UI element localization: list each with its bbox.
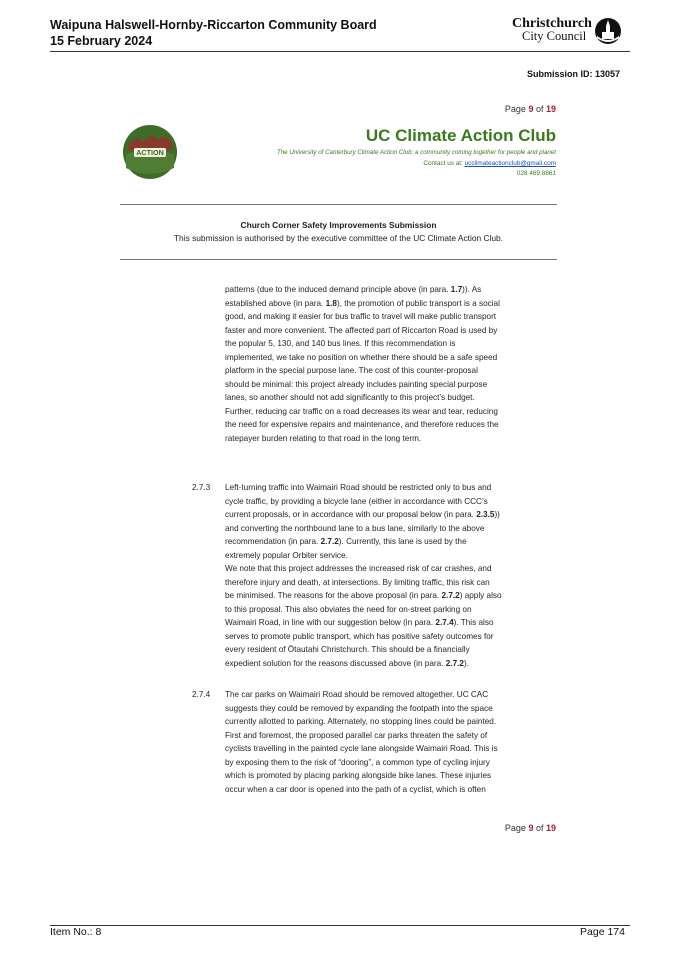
para-reference: 1.8 [325,298,337,308]
text-line: Waimairi Road, in line with our suggestion below (in para. 2.7.4). This also [225,618,494,627]
contact-prefix: Contact us at: [423,160,465,167]
text-line: every resident of Ōtautahi Christchurch. This should be a financially [225,645,470,654]
text-line: good, and making it easier for bus traffic to travel will make public transport [225,312,497,321]
council-logo-line2: City Council [522,29,587,43]
item-number: Item No.: 8 [50,926,102,938]
text-line: recommendation (in para. 2.7.2). Currently, this lane is used by the [225,537,467,546]
text-line: cycle traffic, by providing a bicycle lane (either in accordance with CCC’s [225,496,488,506]
text-line: be minimised. The reasons for the above proposal (in para. 2.7.2) apply also [225,591,502,600]
club-logo-text: ACTION [136,148,164,158]
text-line: We note that this project addresses the increased risk of car crashes, and [225,564,492,573]
club-name: UC Climate Action Club [365,126,556,145]
para-reference: 2.7.2 [320,537,339,546]
text-line: patterns (due to the induced demand principle above (in para. 1.7)). As [225,285,482,294]
meeting-date: 15 February 2024 [50,34,153,48]
para-reference: 2.7.4 [435,618,454,627]
section-number: 2.7.3 [192,483,211,492]
text-line: therefore injury and death, at intersections. By limiting traffic, this risk can [225,577,490,587]
document-title: Church Corner Safety Improvements Submission [240,220,437,230]
text-line: expedient solution for the reasons discussed above (in para. 2.7.2). [225,658,469,668]
club-tagline: The University of Canterbury Climate Action Club: a community coming together for people and planet [276,149,556,156]
page-current: 9 [528,823,534,833]
text-line: the popular 5, 130, and 140 bus lines. If this recommendation is [225,339,456,348]
page-indicator-top [436,104,556,114]
text-line: the need for expensive repairs and maintenance, and therefore reduces the [225,420,499,429]
para-reference: 1.7 [450,285,463,294]
text-line: and converting the northbound lane to a bus lane, similarly to the above [225,523,485,533]
page-total: 19 [545,823,556,833]
page-indicator-bottom [436,823,556,833]
council-logo [512,16,622,48]
club-contact [300,160,556,167]
text-line: which is promoted by placing parking alongside bike lanes. These injuries [225,771,492,780]
page-of: of [533,104,546,114]
page-of: of [533,823,546,833]
page-prefix: Page [504,104,529,114]
page-current: 9 [528,104,534,114]
text-line: extremely popular Orbiter service. [225,550,348,560]
text-line: The car parks on Waimairi Road should be removed altogether. UC CAC [225,690,489,699]
text-line: currently allotted to parking. Alternately, no stopping lines could be painted. [225,717,497,726]
text-line: to this proposal. This also obviates the need for on-street parking on [225,604,472,614]
page-total: 19 [545,104,556,114]
continued-paragraph [225,283,500,445]
text-line: ratepayer burden relating to that road in the long term. [225,433,422,443]
section-2-7-4 [225,688,498,796]
council-logo-line1: Christchurch [512,16,592,31]
text-line: faster and more convenient. The affected part of Riccarton Road is used by [225,325,498,335]
page-prefix: Page [504,823,529,833]
text-line: serves to promote public transport, which has positive safety outcomes for [225,631,494,641]
text-line: suggests they could be removed by expanding the footpath into the space [225,703,493,713]
para-reference: 2.3.5 [476,510,495,519]
text-line: occur when a car door is opened into the path of a cyclist, which is often [225,784,486,794]
text-line: Further, reducing car traffic on a road decreases its wear and tear, reducing [225,406,498,416]
text-line: First and foremost, the proposed parallel car parks threaten the safety of [225,730,488,740]
section-2-7-3 [225,481,502,670]
text-line: established above (in para. 1.8), the promotion of public transport is a social [225,298,500,308]
text-line: implemented, we take no position on whether there should be a safe speed [225,352,498,362]
text-line: current proposals, or in accordance with our proposal below (in para. 2.3.5)) [225,510,500,519]
title-divider-top [120,204,557,205]
club-email-link[interactable]: ucclimateactionclub@gmail.com [464,160,556,167]
submission-id: Submission ID: 13057 [526,69,620,79]
section-number: 2.7.4 [192,690,211,699]
para-reference: 2.7.2 [445,658,464,668]
title-divider-bottom [120,259,557,260]
header-divider [50,51,630,52]
cathedral-icon [594,17,622,45]
text-line: by exposing them to the risk of “dooring”, a common type of cycling injury [225,757,490,767]
text-line: Left-turning traffic into Waimairi Road should be restricted only to bus and [225,483,492,492]
text-line: lanes, so another should not add significantly to this project’s budget. [225,393,475,402]
club-phone: 028 469 8861 [516,170,556,177]
text-line: should be minimal: this project already includes painting special purpose [225,379,488,389]
para-reference: 2.7.2 [441,591,460,600]
document-subtitle: This submission is authorised by the executive committee of the UC Climate Action Club. [173,233,504,243]
text-line: cyclists travelling in the painted cycle lane alongside Waimairi Road. This is [225,744,498,753]
board-name: Waipuna Halswell-Hornby-Riccarton Community Board [50,18,377,32]
agenda-page-number: Page 174 [580,926,625,938]
text-line: platform in the special purpose lane. The cost of this counter-proposal [225,366,478,375]
